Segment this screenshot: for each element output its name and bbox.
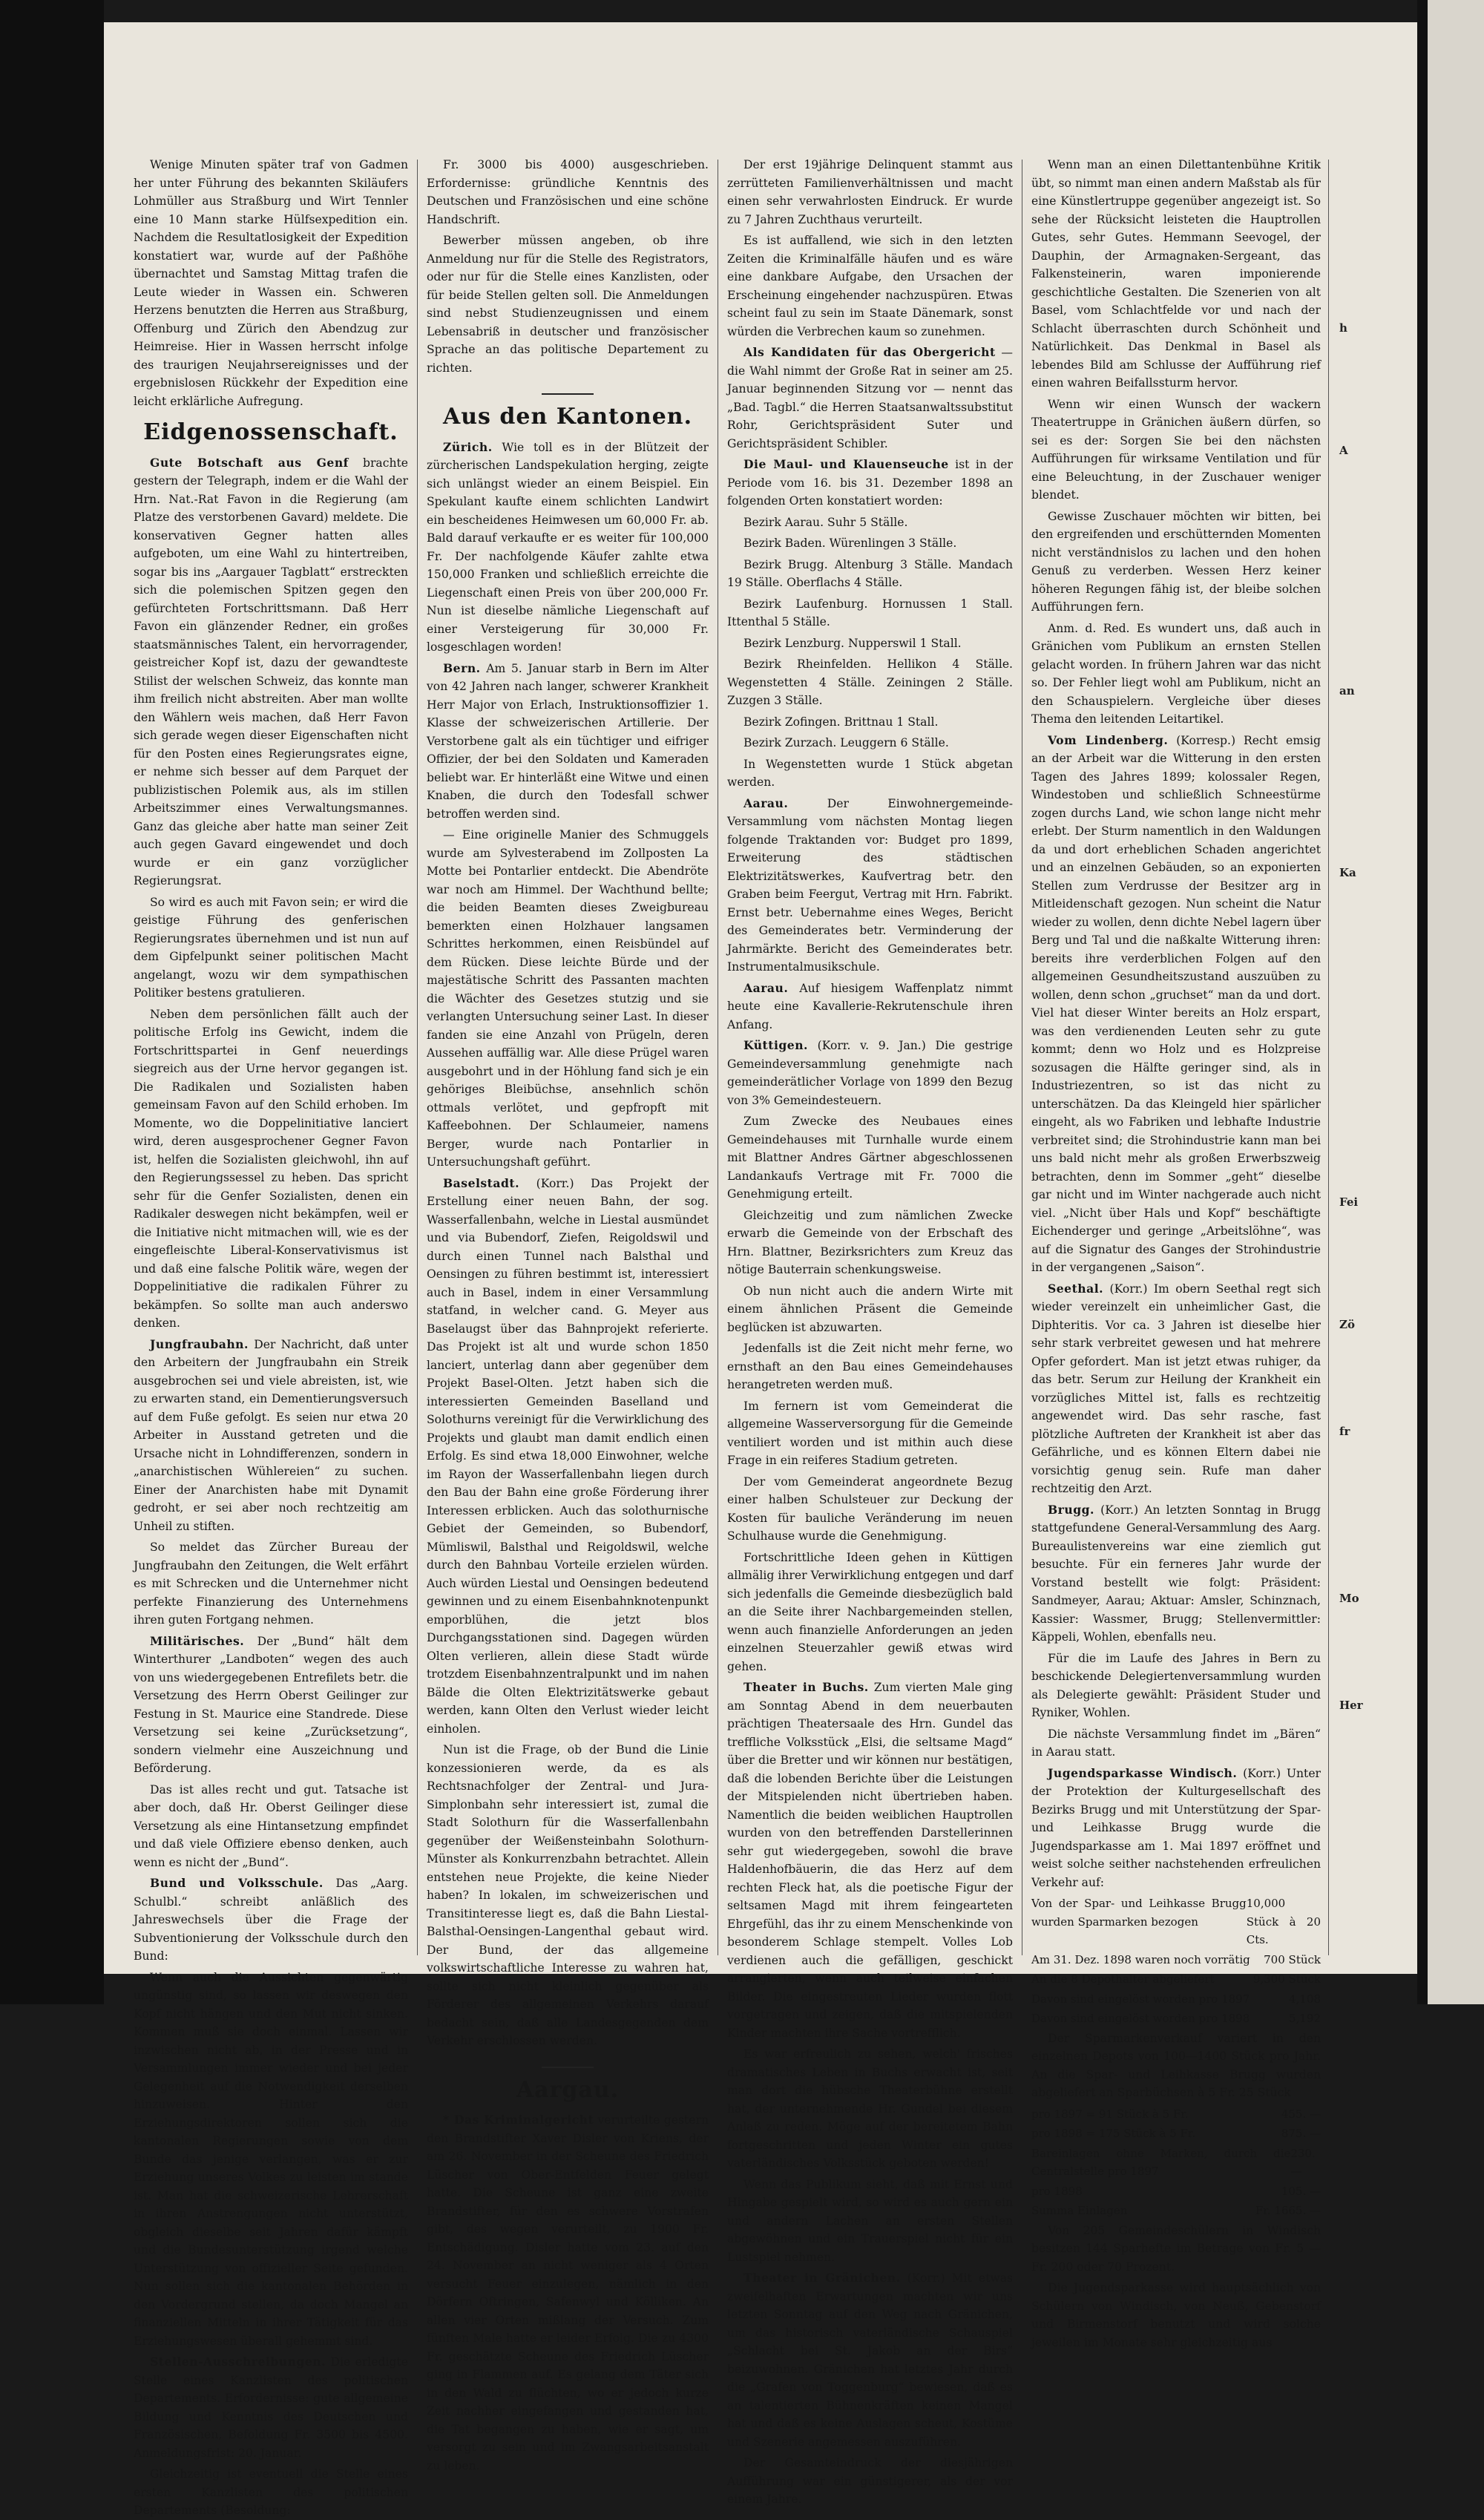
paragraph: Fortschrittliche Ideen gehen in Küttigen allmälig ihrer Verwirklichung entgegen und darf sich jedenfalls die Gemeinde diesbezüglich bald an die Seite ihrer Nachbargemeinden stellen, wenn auch finanzielle Anforderungen an jeden einzelnen Steuerzahler gewiß etwas wird gehen. — [727, 1550, 1013, 1673]
list-item: Bezirk Aarau. Suhr 5 Ställe. — [743, 515, 908, 529]
section-title-eidgenossenschaft: Eidgenossenschaft. — [143, 419, 398, 445]
article — [1031, 732, 1321, 1277]
ledger-row — [1031, 1970, 1321, 1989]
article-text: (Korr.) Unter der Protektion der Kulturgesellschaft des Bezirks Brugg und mit Unterstützung der Spar- und Leihkasse Brugg wurde die Jugendsparkasse am 1. Mai 1897 eröffnet und weist solche seither nachstehenden erfreulichen Verkehr auf: — [1031, 1766, 1321, 1889]
ledger-value: 10,000 Stück à 20 Cts. — [1246, 1897, 1321, 1946]
ledger-row — [1031, 1894, 1321, 1949]
article-text: brachte gestern der Telegraph, indem er die Wahl der Hrn. Nat.-Rat Favon in die Regierung (am Platze des verstorbenen Gavard) meldete. Die konservativen Gegner hatten alles aufgeboten, um eine Wahl zu hintertreiben, sogar bis ins „Aargauer Tagblatt“ erstreckten sich die polemischen Spitzen gegen den gefürchteten Fortschrittsmann. Daß Herr Favon ein glänzender Redner, ein großes staatsmännisches Talent, ein hervorragender, geistreicher Kopf ist, dazu der gewandteste Stilist der welschen Schweiz, das konnte man ihm freilich nicht abstreiten. Aber man wollte den Wählern weis machen, daß Herr Favon sich gerade wegen dieser Eigenschaften nicht für den Posten eines Regierungsrates eigne, er nehme sich besser auf dem Parquet der publizistischen Polemik aus, als im stillen Arbeitszimmer eines Verwaltungsmannes. Ganz das gleiche aber hatte man seiner Zeit auch gegen Gavard eingewendet und doch wurde er ein ganz vorzüglicher Regierungsrat. — [134, 456, 408, 887]
newspaper-page — [104, 22, 1417, 2517]
ledger-label: Von der Spar- und Leihkasse Brugg wurden Sparmarken bezogen — [1031, 1897, 1247, 1929]
article — [1031, 1765, 1321, 1892]
column-rule — [417, 160, 418, 1955]
article-head: Theater in Buchs. — [743, 1680, 869, 1694]
paragraph: Die Jugendsparkasse wird hauptsächlich von Schülern von Windisch, von Neuß, Gebenstorf und Birmenstorf benutzt und wird solche jeweilen im Monate sehr gleichzeitig aus — [1031, 2281, 1321, 2349]
article-head: Als Kandidaten für das Obergericht — [743, 345, 996, 359]
article — [427, 1175, 709, 1739]
article-head: Bund und Volksschule. — [150, 1876, 324, 1890]
ledger-label: Davon sind eingelöst worden pro 1897 — [1031, 1992, 1250, 2006]
paragraph: Der erst 19jährige Delinquent stammt aus zerrütteten Familienverhältnissen und macht einen sehr verwahrlosten Eindruck. Er wurde zu 7 Jahren Zuchthaus verurteilt. — [727, 158, 1013, 226]
column-2 — [427, 156, 709, 2473]
paragraph: Der vom Gemeinderat angeordnete Bezug einer halben Schulsteuer zur Deckung der Kosten für bauliche Veränderung im neuen Schulhause wurde die Genehmigung. — [727, 1474, 1013, 1543]
article-text: ist in der Periode vom 16. bis 31. Dezember 1898 an folgenden Orten konstatiert worden: — [727, 458, 1013, 508]
article-head: Aarau. — [743, 980, 789, 995]
section-title-kantonen: Aus den Kantonen. — [442, 404, 693, 430]
article — [427, 660, 709, 824]
fragment: Mo — [1339, 1591, 1359, 1605]
list-item: Bezirk Laufenburg. Hornussen 1 Stall. Ittenthal 5 Ställe. — [727, 597, 1013, 629]
article — [727, 344, 1013, 453]
article-text: Auf hiesigem Waffenplatz nimmt heute eine Kavallerie-Rekrutenschule ihren Anfang. — [727, 981, 1013, 1031]
article-head: Theater in Gränichen. — [743, 2271, 901, 2285]
article — [134, 454, 408, 890]
paragraph: Gleichzeitig und zum nämlichen Zwecke erwarb die Gemeinde von der Erbschaft des Hrn. Blattner, Bezirksrichters zum Kreuz das nötige Bauterrain schenkungsweise. — [727, 1208, 1013, 1276]
article-head: Jugendsparkasse Windisch. — [1048, 1765, 1238, 1780]
ledger-label: Summa Einlagen — [1031, 2204, 1128, 2217]
article-text: verurteilte gestern den Brandstifter Xaver Disler von Kriens, der am 26. November in der Scheune des Friedrich Lüscher von Ober-Entfelden Feuer gelegt hatte. Die Scheune ist ganz eine zweite Brandstifter, für den es schwere Vorstrafen gibt, des wegen verurteilt, zu 1900 Fr. Entschädigung. Disler hatte vom 23. auf den 24. November an nicht weniger als 4 Orten versucht Feuer einzulegen, nämlich in den Dörfern Oftringen, Safenwyl und Kölliken. An allen vier Orten mißlang der Versuch. Zum fünften Male hatte er leider Erfolg. Die zu 4300 Fr. geschätzte Scheune des Friedrich Lüscher ging in Flammen auf. Es gelang dem Täter sich in den Wald zu flüchten, wo er jedoch kurze Zeit nachher eingefangen und gestanden hat, die Tat begangen zu haben, wie er sagt, um versorgt zu sein und im Zwangsarbeitsanstalt zu leben. — [427, 2113, 709, 2473]
article-head: Baselstadt. — [443, 1175, 520, 1190]
ledger-label: Am 31. Dez. 1898 waren noch vorrätig — [1031, 1952, 1250, 1966]
ledger-row — [1031, 2145, 1321, 2181]
fragment: Ka — [1339, 865, 1356, 879]
paragraph: Wenige Minuten später traf von Gadmen her unter Führung des bekannten Skiläufers Lohmüller aus Straßburg und Wirt Tennler eine 10 Mann starke Hülfsexpedition ein. Nachdem die Resultatlosigkeit der Expedition konstatiert war, wurde auf der Paßhöhe übernachtet und Samstag Mittag trafen die Leute wieder in Wassen ein. Schweren Herzens benutzten die Herren aus Straßburg, Offenburg und Zürich den Abendzug zur Heimreise. Hier in Wassen herrscht infolge des traurigen Neujahrsereignisses und der ergebnislosen Rückkehr der Expedition eine leicht erklärliche Aufregung. — [134, 158, 408, 408]
article-head: Die Maul- und Klauenseuche — [743, 457, 949, 471]
scan-right-edge — [1417, 0, 1484, 2004]
paragraph: Es war erfreulich zu sehen, welch' frisches dramatisches Leben in Buchs erwacht ist, seit man dort die hübsche Theaterbühne erstellt hat, der unternehmende Hr. Gundel bei diesem Anlaß zu reden. Möge auf der bereitetem Bahn fortgeschritten und jeden Winter ein gutes vaterländisches Volksstück geboten werden! — [727, 2047, 1013, 2170]
article-head: Stellen-Ausschreibungen. — [150, 2355, 326, 2369]
article-text: Zum vierten Male ging am Sonntag Abend in dem neuerbauten prächtigen Theatersaale des Hrn. Gundel das treffliche Volksstück „Elsi, die seltsame Magd“ über die Bretter und wir können nur bestätigen, daß die lobenden Berichte über die Leistungen der Mitspielenden nicht übertrieben haben. Namentlich die beiden weiblichen Hauptrollen wurden von den betreffenden Darstellerinnen sehr gut wiedergegeben, sowohl die brave Haldenhofbäuerin, die das Herz auf dem rechten Fleck hat, als die poetische Figur der seltsamen Magd mit ihrem feingearteten Ehrgefühl, das ihr zu einem Menschenkinde von besonderem Schlage stempelt. Volles Lob verdienen auch die gefälligen, geschickt arrangierten, wenn auch teilweise einfachen Bilder. Die eingestreuten Lieder wurden flott vorgetragen und zeigen, daß die mitspielenden Kinder machten ihre Sache vortrefflich. — [727, 1681, 1013, 2040]
article-text: — die Wahl nimmt der Große Rat in seiner am 25. Januar beginnenden Sitzung vor — nennt das „Bad. Tagbl.“ die Herren Staatsanwaltssubstitut Rohr, Gerichtspräsident Suter und Gerichtspräsident Schibler. — [727, 346, 1013, 450]
paragraph: Wenn das Publikum sieht, daß mit Ernst und Hingabe gespielt wird, so wird es auch gern ein und andern Lachen an ersten Stellen abgewöhnen und ein Trauerspiel nicht für ein Lustspiel nehmen. — [727, 2177, 1013, 2264]
article-text: Der „Bund“ hält dem Winterthurer „Landboten“ wegen des auch von uns wiedergegebenen Entrefilets betr. die Versetzung des Herrn Oberst Geilinger zur Festung in St. Maurice eine Standrede. Diese Versetzung sei keine „Zurücksetzung“, sondern vielmehr eine Auszeichnung und Beförderung. — [134, 1634, 408, 1775]
ledger-row — [1031, 2124, 1321, 2143]
article — [727, 795, 1013, 977]
article-text: (Korresp.) Recht emsig an der Arbeit war die Witterung in den ersten Tagen des Jahres 1899; kolossaler Regen, Windestoben und schließlich Schneestürme zogen durchs Land, wie schon lange nicht mehr erlebt. Der Sturm namentlich in den Waldungen da und dort erheblichen Schaden angerichtet und an einzelnen Gebäuden, so an exponierten Stellen zum Verdrusse der Besitzer arg in Mitleidenschaft gezogen. Nun scheint die Natur wieder zu wollen, denn dichte Nebel lagern über Berg und Tal und die naßkalte Witterung ihren: bereits ihre verderblichen Folgen auf den allgemeinen Gesundheitszustand auszuüben zu wollen, denn schon „gruchset“ man da und dort. Viel hat dieser Winter bereits an Holz erspart, was den verdienenden Leuten sehr zu gute kommt; denn wo Holz und es Holzpreise sozusagen die Hälfte geringer sind, als in Industriezentren, so ist das nicht zu unterschätzen. Da das Kleingeld hier spärlicher eingeht, als wo Fabriken und lebhafte Industrie verbreitet sind; die Strohindustrie kann man bei uns bald nicht mehr als großen Erwerbszweig betrachten, denn im Sommer „geht“ dieselbe gar nicht und im Winter nachgerade auch nicht viel. „Nicht über Hals und Kopf“ beschäftigte Eichenderger und geringe „Arbeitslöhne“, was auf die Signatur des Ganges der Strohindustrie in der vergangenen „Saison“. — [1031, 733, 1321, 1274]
paragraph: Im fernern ist vom Gemeinderat die allgemeine Wasserversorgung für die Gemeinde ventiliert worden und ist mithin auch diese Frage in ein reiferes Stadium getreten. — [727, 1399, 1013, 1467]
article-text: (Korr.) Das Projekt der Erstellung einer neuen Bahn, der sog. Wasserfallenbahn, welche in Liestal ausmündet und via Bubendorf, Ziefen, Reigoldswil und durch einen Tunnel nach Balsthal und Oensingen zu führen bestimmt ist, interessiert auch in Basel, indem in einer Versammlung statfand, in welcher cand. G. Meyer aus Baselaugst über das Bahnprojekt referierte. Das Projekt ist alt und wurde schon 1850 lanciert, unterlag dann aber gegenüber dem Projekt Basel-Olten. Jetzt haben sich die interessierten Gemeinden Baselland und Solothurns vereinigt für die Verwirklichung des Projekts und glaubt man damit endlich einen Erfolg. Es sind etwa 18,000 Einwohner, welche im Rayon der Wasserfallenbahn liegen durch den Bau der Bahn eine große Förderung ihrer Interessen erblicken. Auch das solothurnische Gebiet der Gemeinden, so Bubendorf, Mümliswil, Balsthal und Reigoldswil, welche durch den Bahnbau Vorteile erzielen würden. Auch würden Liestal und Oensingen bedeutend gewinnen und zu einem Eisenbahnknotenpunkt emporblühen, die jetzt blos Durchgangsstationen sind. Dagegen würden Olten verlieren, allein diese Stadt würde trotzdem Eisenbahnzentralpunkt und im nahen Bälde die Olten Elektrizitätswerke gebaut werden, kann Olten den Verlust wieder leicht einholen. — [427, 1176, 709, 1736]
paragraph: Gleichzeitig ist eventuell die Stelle eines ersten Kanzlisten des politischen Departements (Besoldung: — [134, 2467, 408, 2517]
article-head: Gute Botschaft aus Genf — [150, 455, 349, 470]
article-text: (Korr.) Mit etwas zweifelhaften Erwartungen machten wir uns letzten Sonntag auf den Weg nach Gränichen, um das historisch vaterländische Schauspiel „Schlacht bei St. Jakob an der Birs“ beizuwohnen. Gränichen hat letztes Jahr durch die „Grafen von Toggenburg“ bewiesen, daß es an talentierten Bühnenkräften keinen Mangel hat und daß es keine Auslagen scheut, Kostüme und Szenerie angemessen auszuführen. — [727, 2271, 1013, 2449]
paragraph: Das ist alles recht und gut. Tatsache ist aber doch, daß Hr. Oberst Geilinger diese Versetzung als eine Hintansetzung empfindet und daß viele Offiziere ebenso denken, auch wenn es nicht der „Bund“. — [134, 1782, 408, 1869]
paragraph: Der Sparmarkenverkauf variert in den einzelnen Depots von 100—1400 Stück pro Jahr. An die Spar- und Leihkasse Brugg wurden abgeliefert an Sparbüchsen à 5 Fr. 25 Stück — [1031, 2031, 1321, 2099]
paragraph: — Eine originelle Manier des Schmuggels wurde am Sylvesterabend im Zollposten La Motte bei Pontarlier entdeckt. Die Abendröte war noch am Himmel. Der Wachthund bellte; die beiden Beamten dieses Zweigbureau bemerkten einen Holzhauer langsamen Schrittes herkommen, einen Reisbündel auf dem Rücken. Diese leichte Bürde und der majestätische Schritt des Passanten machten die Wächter des Gesetzes stutzig und sie verlangten Untersuchung seiner Last. In dieser fanden sie eine Anzahl von Prügeln, deren Aussehen auffällig war. Alle diese Prügel waren ausgebohrt und in der Höhlung fand sich je ein gehöriges Bleibüchse, ansehnlich schön ottmals verlötet, und gepfropft mit Kaffeebohnen. Der Schlaumeier, namens Berger, wurde nach Pontarlier in Untersuchungshaft geführt. — [427, 828, 709, 1169]
section-title-aargau: Aargau. — [516, 2076, 620, 2103]
editor-note: Anm. d. Red. Es wundert uns, daß auch in Gränichen vom Publikum an ernsten Stellen gelacht worden. In frühern Jahren war das nicht so. Der Fehler liegt wohl am Publikum, nicht an den Schauspielern. Vergleiche über dieses Thema den leitenden Leitartikel. — [1031, 621, 1321, 726]
paragraph: Bewerber müssen angeben, ob ihre Anmeldung nur für die Stelle des Registrators, oder nur für die Stelle eines Kanzlisten, oder für beide Stellen gelten soll. Die Anmeldungen sind nebst Studienzeugnissen und einem Lebensabriß in deutscher und französischer Sprache an das politische Departement zu richten. — [427, 234, 709, 375]
article — [727, 1679, 1013, 2042]
paragraph: Ob nun nicht auch die andern Wirte mit einem ähnlichen Präsent die Gemeinde beglücken ist abzuwarten. — [727, 1284, 1013, 1334]
divider — [542, 393, 594, 395]
article — [727, 2269, 1013, 2451]
fragment: h — [1339, 321, 1347, 335]
article-head: Vom Lindenberg. — [1048, 732, 1169, 747]
paragraph: Der Gesamteindruck der diesjährigen Aufführung war ein günstigerer, als der vor einem Jahre. — [727, 2456, 1013, 2506]
article-head: Jungfraubahn. — [150, 1336, 249, 1351]
list-item: Bezirk Rheinfelden. Hellikon 4 Ställe. Wegenstetten 4 Ställe. Zeiningen 2 Ställe. Zuzgen 3 Ställe. — [727, 657, 1013, 707]
article-head: Brugg. — [1048, 1502, 1094, 1517]
article-text: Die erledigte Stelle eines Kanzlisten des politischen Departements. Erfordernisse: gute allgemeine Bildung und Kenntnis des Deutschen und Französischen, Befoldung Fr. 3500 bis 4500. Anmeldungsfrist: 20. Januar. — [134, 2355, 408, 2460]
article-head: Aarau. — [743, 795, 789, 810]
article — [727, 1037, 1013, 1109]
paragraph: Es ist auffallend, wie sich in den letzten Zeiten die Kriminalfälle häufen und es wäre eine dankbare Aufgabe, den Ursachen der Erscheinung eingehender nachzuspüren. Etwas scheint faul zu sein im Staate Dänemark, sonst würden die Verbrechen kaum so zunehmen. — [727, 234, 1013, 338]
article-text: Der Einwohnergemeinde-Versammlung vom nächsten Montag liegen folgende Traktanden vor: Budget pro 1899, Erweiterung des städtischen Elektrizitätswerkes, Kaufvertrag betr. den Graben beim Feergut, Vertrag mit Hrn. Fabrikt. Ernst betr. Uebernahme eines Weges, Bericht des Gemeinderates betr. Verminderung der Jahrmärkte. Bericht des Gemeinderates betr. Instrumentalmusikschule. — [727, 796, 1013, 974]
ledger-total-row — [1031, 2202, 1321, 2220]
ledger-label: pro 1898 = 175 Stück à 5 Fr. — [1031, 2127, 1196, 2140]
fragment: A — [1339, 443, 1348, 457]
paragraph: Von 205 Gemeindeschülern in Windisch besitzen 144 Sparhefte im Betrage von Fr. 5 — Fr. 200 oder 70 Prozent. — [1031, 2223, 1321, 2274]
ledger-value: 5,192 — [1289, 2012, 1321, 2025]
paragraph: So wird es auch mit Favon sein; er wird die geistige Führung des genferischen Regierungsrates übernehmen und ist nun auf dem Gipfelpunkt seiner politischen Macht angelangt, wozu wir dem sympathischen Politiker bestens gratulieren. — [134, 895, 408, 1000]
fragment: Her — [1339, 1699, 1363, 1712]
scan-left-edge — [0, 0, 104, 2004]
article — [427, 439, 709, 657]
ledger-value: 700 Stück — [1264, 1952, 1321, 1966]
column-4 — [1031, 156, 1321, 2349]
article-head: Militärisches. — [150, 1633, 245, 1648]
article — [134, 1633, 408, 1778]
ledger-row — [1031, 1951, 1321, 1969]
ledger-row — [1031, 2009, 1321, 2028]
ledger-label: pro 1897 = 91 Stück à 5 Fr. — [1031, 2107, 1189, 2121]
article — [727, 456, 1013, 511]
article-text: (Korr. v. 9. Jan.) Die gestrige Gemeindeversammlung genehmigte nach gemeinderätlicher Vorlage von 1899 den Bezug von 3% Gemeindesteuern. — [727, 1039, 1013, 1107]
column-3 — [727, 156, 1013, 2506]
list-item: Bezirk Zofingen. Brittnau 1 Stall. — [743, 715, 939, 729]
list-item: Bezirk Lenzburg. Nupperswil 1 Stall. — [743, 636, 962, 650]
article-text: (Korr.) Im obern Seethal regt sich wieder vereinzelt ein unheimlicher Gast, die Diphteritis. Vor ca. 3 Jahren ist dieselbe hier sehr stark verbreitet gewesen und hat mehrere Opfer gefordert. Man ist jetzt etwas ruhiger, da das betr. Serum zur Heilung der Krankheit ein vorzügliches Mittel ist, falls es rechtzeitig angewendet wird. Das sehr rasche, fast plötzliche Auftreten der Krankheit ist aber das Gefährliche, und es können Eltern dabei nie vorsichtig genug sein. Rufe man daher rechtzeitig den Arzt. — [1031, 1282, 1321, 1495]
paragraph: Wenn wir einen Wunsch der wackern Theatertruppe in Gränichen äußern dürfen, so sei es der: Sorgen Sie bei den nächsten Aufführungen für wirksame Ventilation und für eine Beleuchtung, in der Zuschauer weniger blendet. — [1031, 397, 1321, 502]
article-head: Küttigen. — [743, 1038, 808, 1052]
paragraph: So meldet das Zürcher Bureau der Jungfraubahn den Zeitungen, die Welt erfährt es mit Schrecken und die Unternehmer nicht perfekte Finanzierung des Unternehmens ihren guten Fortgang nehmen. — [134, 1540, 408, 1627]
fragment: fr — [1339, 1425, 1350, 1438]
column-rule — [1328, 160, 1329, 1955]
article-text: Wie toll es in der Blützeit der zürcherischen Landspekulation herging, zeigte sich unlängst wieder an einem Beispiel. Ein Spekulant kaufte einem schlichten Landwirt ein bescheidenes Heimwesen um 60,000 Fr. ab. Bald darauf verkaufte er es weiter für 100,000 Fr. Der nachfolgende Käufer zahlte etwa 150,000 Franken und schließlich erreichte die Liegenschaft einen Preis von über 200,000 Fr. Nun ist dieselbe nämliche Liegenschaft auf einer Versteigerung für 30,000 Fr. losgeschlagen worden! — [427, 440, 709, 654]
article — [134, 1874, 408, 1966]
ledger-value: Fr. 1665. — — [1255, 2204, 1321, 2217]
list-item: Bezirk Baden. Würenlingen 3 Ställe. — [743, 537, 957, 550]
paragraph: Wenn man an einen Dilettantenbühne Kritik übt, so nimmt man einen andern Maßstab als für eine Künstlertruppe gegenüber angezeigt ist. So sehe der Rücksicht leisteten die Hauptrollen Gutes, sehr Gutes. Hemmann Seevogel, der Dauphin, der Armagnaken-Sergeant, das Falkensteinerin, waren imponierende geschichtliche Gestalten. Die Szenerien von alt Basel, vom Schlachtfelde vor und nach der Schlacht überraschten durch Schönheit und Natürlichkeit. Das Denkmal in Basel als lebendes Bild am Schlusse der Aufführung rief einen wahren Beifallssturm hervor. — [1031, 158, 1321, 390]
article-text: Das „Aarg. Schulbl.“ schreibt anläßlich des Jahreswechsels über die Frage der Subventionierung der Volksschule durch den Bund: — [134, 1877, 408, 1963]
article-text: (Korr.) An letzten Sonntag in Brugg stattgefundene General-Versammlung des Aarg. Bureaulistenvereins war eine ziemlich gut besuchte. Für ein ferneres Jahr wurde der Vorstand bestellt wie folgt: Präsident: Sandmeyer, Aarau; Aktuar: Amsler, Schinznach, Kassier: Wassmer, Brugg; Stellenvermittler: Käppeli, Wohlen, ebenfalls neu. — [1031, 1503, 1321, 1644]
ledger-row — [1031, 2182, 1321, 2201]
adjacent-column-fragments — [1339, 156, 1414, 1715]
article-head: Bern. — [443, 660, 481, 675]
ledger-value: 455. — — [1281, 2107, 1321, 2121]
paragraph: Neben dem persönlichen fällt auch der politische Erfolg ins Gewicht, indem die Fortschrittspartei in Genf neuerdings siegreich aus der Urne hervor gegangen ist. Die Radikalen und Sozialisten haben gemeinsam Favon auf den Schild erhoben. Im Momente, wo die Doppelinitiative lanciert wird, deren ausgesprochener Gegner Favon ist, helfen die Sozialisten gleichwohl, ihn auf den Regierungssessel zu heben. Das spricht sehr für die Genfer Sozialisten, denen ein Radikaler deswegen nicht bekämpfen, weil er die Initiative nicht mitmachen will, wie es der eingefleischte Liberal-Konservativismus ist und daß eine falsche Politik wäre, wegen der Doppelinitiative die radikalen Führer zu bekämpfen. So sollte man auch anderswo denken. — [134, 1007, 408, 1330]
ledger-value: 4,108 — [1289, 1992, 1321, 2006]
paragraph: Die nächste Versammlung findet im „Bären“ in Aarau statt. — [1031, 1727, 1321, 1759]
article-head: Seethal. — [1048, 1281, 1104, 1296]
paragraph: Nun ist die Frage, ob der Bund die Linie konzessionieren werde, da es als Rechtsnachfolger der Zentral- und Jura-Simplonbahn sehr interessiert ist, zumal die Stadt Solothurn für die Wasserfallenbahn gegenüber der Weißensteinbahn Solothurn-Münster als Konkurrenzbahn betrachtet. Allein entstehen neue Projekte, die keine Nieder haben? In lokalen, im schweizerischen und Transitinteresse liegt es, daß die Bahn Liestal-Balsthal-Oensingen-Langenthal gebaut wird. Der Bund, der das allgemeine volkswirtschaftliche Interesse zu wahren hat, sollte sich nicht kleinlich gegenüber als Förderer des allgemeinen Verkehrs darauf bedacht sein, daß alle Landesgegenden dem Verkehr erschlossen werden. — [427, 1743, 709, 2047]
article — [1031, 1280, 1321, 1498]
article — [134, 1336, 408, 1536]
list-item: Bezirk Zurzach. Leuggern 6 Ställe. — [743, 736, 949, 749]
ledger-value: 9,300 Stück — [1252, 1972, 1321, 1986]
ledger-label: pro 1898 — [1031, 2184, 1083, 2198]
paragraph: Fr. 3000 bis 4000) ausgeschrieben. Erfordernisse: gründliche Kenntnis des Deutschen und Französischen und eine schöne Handschrift. — [427, 158, 709, 226]
article — [427, 2111, 709, 2475]
ledger-value: 230. — — [1290, 2146, 1316, 2178]
fragment: Zö — [1339, 1317, 1355, 1331]
fragment: Fei — [1339, 1195, 1359, 1209]
ledger-label: An die 8 Depothalter abgeliefert — [1031, 1972, 1215, 1986]
ledger-row — [1031, 2105, 1321, 2124]
ledger-label: Bareinlagen ohne Marken, durch die Centralstelle pro 1897 — [1031, 2146, 1291, 2178]
paragraph: Für die im Laufe des Jahres in Bern zu beschickende Delegiertenversammlung wurden als Delegierte gewählt: Präsident Studer und Ryniker, Wohlen. — [1031, 1651, 1321, 1719]
list-item: In Wegenstetten wurde 1 Stück abgetan werden. — [727, 757, 1013, 789]
divider — [542, 2067, 594, 2068]
ledger-value: 105. — — [1281, 2184, 1321, 2198]
ledger-label: Davon sind eingelöst worden pro 1898 — [1031, 2012, 1250, 2025]
paragraph: Wenn auch die Aussichten gegenwärtig ungünstig sind, so lassen wir deswegen den Kopf nicht hängen und den Mut nicht sinken. Kommen muß sie doch einmal. Lassen wir inzwischen nicht ab, in der Presse und in Versammlungen immer wieder und bei jeder Gelegenheit auf die Notwendigkeit derselben hinzuweisen. Hinter den Erziehungsdirektoren sollen sich die kantonalen Regierungen sowie von dem Bunde das jenige verlangen, was er zur Erziehung unseres Volkes zu leisten im stande ist. Man hat die schweizerische Lehrerschaft in ihren Anstrengungen nicht unterstützt, obgleich dieselbe seit Jahren dafür kämpft und die Bundesunterstützung irgend welche Unterstützung von offizieller Seite gefunden. Nun sollen sich die kantonalen Behörden in den Vordergrund stellen, da doch Mangel an finanziellen Mitteln in ihrer Tätigkeit für das Erziehungswesen überall gehemmt sind. — [134, 1970, 408, 2348]
paragraph: Gewisse Zuschauer möchten wir bitten, bei den ergreifenden und erschütternden Momenten nicht verständnislos zu lachen und den hohen Genuß zu verderben. Wessen Herz keiner höheren Regungen fähig ist, der bleibe solchen Aufführungen fern. — [1031, 509, 1321, 614]
article-text: Am 5. Januar starb in Bern im Alter von 42 Jahren nach langer, schwerer Krankheit Herr Major von Erlach, Instruktionsoffizier 1. Klasse der schweizerischen Artillerie. Der Verstorbene galt als ein tüchtiger und eifriger Offizier, der bei den Soldaten und Kameraden beliebt war. Er hinterläßt eine Witwe und einen Knaben, die durch den Todesfall schwer betroffen werden sind. — [427, 661, 709, 821]
paragraph: Jedenfalls ist die Zeit nicht mehr ferne, wo ernsthaft an den Bau eines Gemeindehauses herangetreten werden muß. — [727, 1342, 1013, 1391]
article — [134, 2353, 408, 2462]
article-head: Zürich. — [443, 439, 493, 454]
paragraph: Zum Zwecke des Neubaues eines Gemeindehauses mit Turnhalle wurde einem mit Blattner Andres Gärtner abgeschlossenen Landankaufs Vertrage mit Fr. 7000 die Genehmigung erteilt. — [727, 1115, 1013, 1201]
fragment: an — [1339, 684, 1355, 698]
article — [1031, 1501, 1321, 1647]
list-item: Bezirk Brugg. Altenburg 3 Ställe. Mandach 19 Ställe. Oberflachs 4 Ställe. — [727, 557, 1013, 589]
article-text: Der Nachricht, daß unter den Arbeitern der Jungfraubahn ein Streik ausgebrochen sei und viele abreisten, ist, wie zu erwarten stand, ein Dementierungsversuch auf dem Fuße gefolgt. Es seien nur etwa 20 Arbeiter in Ausstand getreten und die Ursache nicht in Lohndifferenzen, sondern in „anarchistischen Wühlereien“ zu suchen. Einer der Anarchisten habe mit Dynamit gedroht, er sei aber noch rechtzeitig am Unheil zu stiften. — [134, 1337, 408, 1533]
article — [727, 980, 1013, 1034]
article-head: * Das Kriminalgericht — [443, 2113, 594, 2127]
ledger-value: 875. — — [1281, 2127, 1321, 2140]
column-1 — [134, 156, 408, 2517]
ledger-row — [1031, 1990, 1321, 2009]
